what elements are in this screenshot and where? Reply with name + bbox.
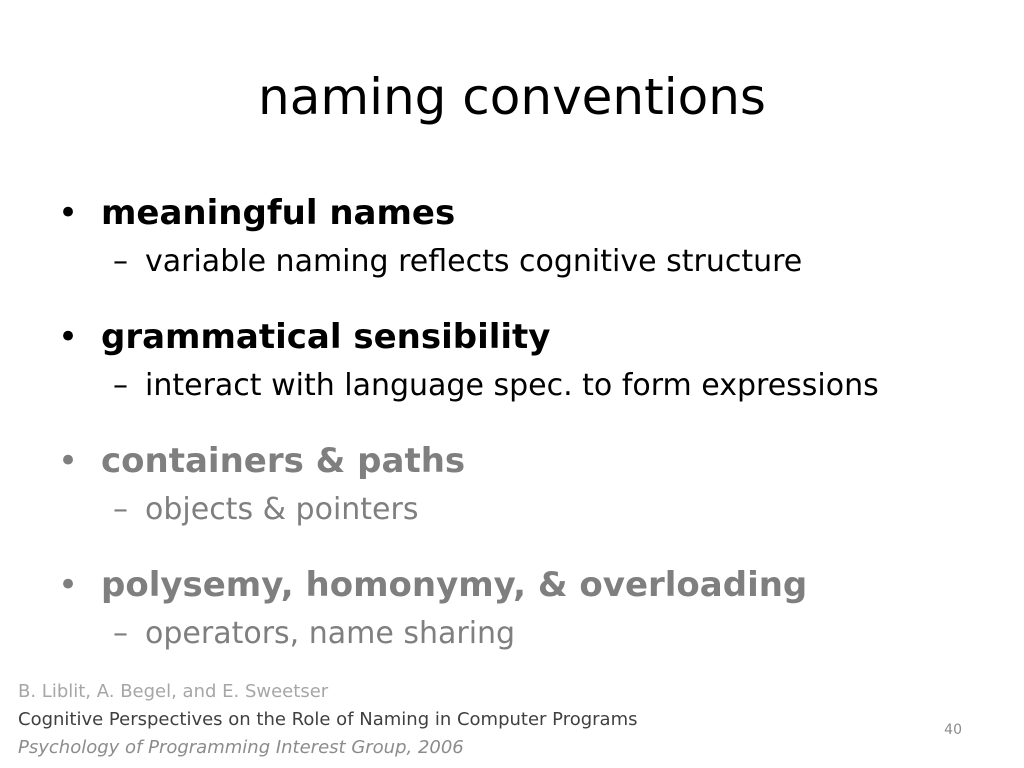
bullet-text: polysemy, homonymy, & overloading [101,565,808,605]
slide-title: naming conventions [258,68,766,126]
bullet-text: grammatical sensibility [101,317,551,357]
dash-icon: – [113,616,128,651]
bullet-text: containers & paths [101,441,466,481]
sub-bullet-text: operators, name sharing [145,616,516,651]
bullet-icon: • [58,193,79,233]
citation-paper-title: Cognitive Perspectives on the Role of Naming in Computer Programs [18,709,638,730]
citation-venue: Psychology of Programming Interest Group, 2006 [18,737,464,758]
bullet-item [58,188,998,238]
bullet-text: meaningful names [101,193,456,233]
dash-icon: – [113,492,128,527]
sub-bullet-item [58,362,998,436]
citation [18,678,638,762]
bullet-list [58,188,998,684]
dash-icon: – [113,244,128,279]
sub-bullet-text: objects & pointers [145,492,419,527]
bullet-item [58,436,998,486]
sub-bullet-item [58,486,998,560]
citation-authors: B. Liblit, A. Begel, and E. Sweetser [18,681,329,702]
bullet-item [58,560,998,610]
sub-bullet-item [58,238,998,312]
dash-icon: – [113,368,128,403]
bullet-icon: • [58,317,79,357]
sub-bullet-item [58,610,998,684]
sub-bullet-text: interact with language spec. to form expressions [145,368,879,403]
bullet-icon: • [58,565,79,605]
page-number: 40 [944,722,962,738]
sub-bullet-text: variable naming reflects cognitive structure [145,244,803,279]
bullet-icon: • [58,441,79,481]
bullet-item [58,312,998,362]
